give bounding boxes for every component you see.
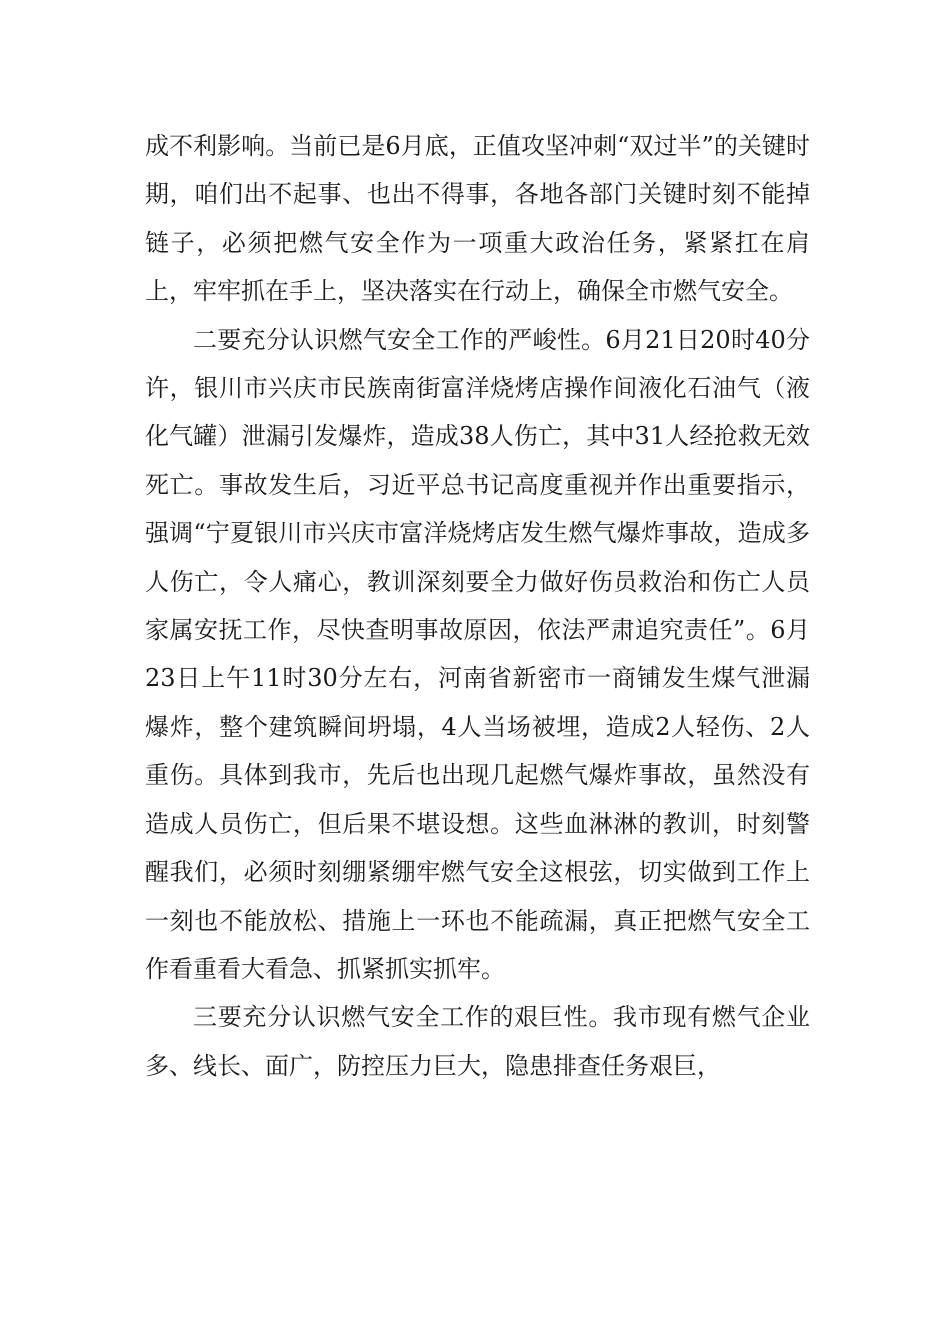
paragraph-severity: 二要充分认识燃气安全工作的严峻性。6月21日20时40分许，银川市兴庆市民族南街富洋烧烤店操作间液化石油气（液化气罐）泄漏引发爆炸，造成38人伤亡，其中31人经抢救无效死亡。事故发生后，习近平总书记高度重视并作出重要指示，强调“宁夏银川市兴庆市富洋烧烤店发生燃气爆炸事故，造成多人伤亡，令人痛心，教训深刻要全力做好伤员救治和伤亡人员家属安抚工作，尽快查明事故原因，依法严肃追究责任”。6月23日上午11时30分左右，河南省新密市一商铺发生煤气泄漏爆炸，整个建筑瞬间坍塌，4人当场被埋，造成2人轻伤、2人重伤。具体到我市，先后也出现几起燃气爆炸事故，虽然没有造成人员伤亡，但后果不堪设想。这些血淋淋的教训，时刻警醒我们，必须时刻绷紧绷牢燃气安全这根弦，切实做到工作上一刻也不能放松、措施上一环也不能疏漏，真正把燃气安全工作看重看大看急、抓紧抓实抓牢。 — [145, 325, 810, 983]
paragraph-difficulty: 三要充分认识燃气安全工作的艰巨性。我市现有燃气企业多、线长、面广，防控压力巨大，隐患排查任务艰巨， — [145, 1003, 810, 1080]
document-body — [145, 122, 810, 1090]
paragraph-continuation: 成不利影响。当前已是6月底，正值攻坚冲刺“双过半”的关键时期，咱们出不起事、也出不得事，各地各部门关键时刻不能掉链子，必须把燃气安全作为一项重大政治任务，紧紧扛在肩上，牢牢抓在手上，坚决落实在行动上，确保全市燃气安全。 — [145, 132, 810, 306]
